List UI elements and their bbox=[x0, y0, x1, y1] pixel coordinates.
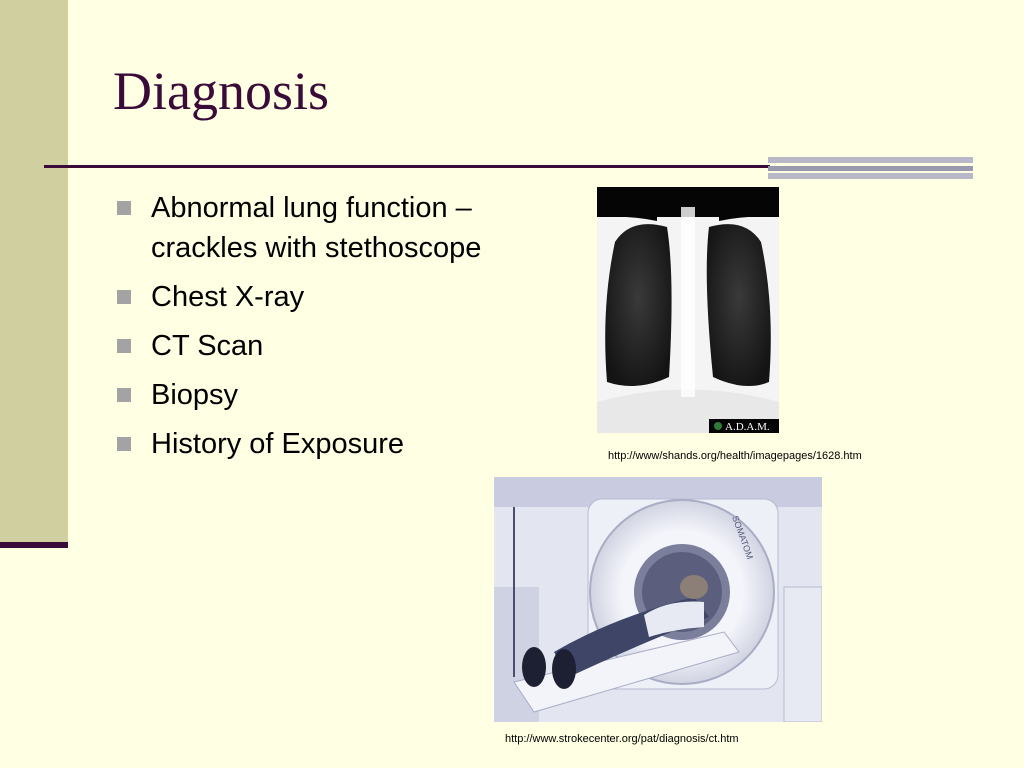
bullet-text: Biopsy bbox=[151, 379, 239, 411]
bullet-list bbox=[115, 188, 515, 473]
left-decorative-band bbox=[0, 0, 68, 548]
slide-title: Diagnosis bbox=[113, 61, 329, 121]
ct-scanner-image bbox=[494, 477, 822, 722]
square-bullet-icon bbox=[117, 201, 131, 215]
bullet-item bbox=[115, 277, 515, 317]
bullet-text: Abnormal lung function – crackles with stethoscope bbox=[151, 192, 482, 264]
bullet-text: CT Scan bbox=[151, 330, 264, 362]
scanner-brand-label: SOMATOM bbox=[730, 514, 756, 561]
xray-watermark: A.D.A.M. bbox=[725, 421, 770, 433]
bullet-item bbox=[115, 188, 515, 268]
title-accent-bars bbox=[768, 157, 973, 179]
title-divider-line bbox=[44, 165, 770, 168]
chest-xray-image bbox=[597, 187, 779, 433]
left-band-accent-line bbox=[0, 542, 68, 548]
bullet-item bbox=[115, 424, 515, 464]
square-bullet-icon bbox=[117, 437, 131, 451]
bullet-item bbox=[115, 326, 515, 366]
bullet-text: Chest X-ray bbox=[151, 281, 305, 313]
square-bullet-icon bbox=[117, 290, 131, 304]
bullet-item bbox=[115, 375, 515, 415]
ct-source-caption: http://www.strokecenter.org/pat/diagnosis/ct.htm bbox=[505, 733, 739, 745]
square-bullet-icon bbox=[117, 388, 131, 402]
xray-source-caption: http://www/shands.org/health/imagepages/1628.htm bbox=[608, 450, 862, 462]
adam-logo-icon bbox=[714, 422, 722, 430]
bullet-text: History of Exposure bbox=[151, 428, 405, 460]
square-bullet-icon bbox=[117, 339, 131, 353]
